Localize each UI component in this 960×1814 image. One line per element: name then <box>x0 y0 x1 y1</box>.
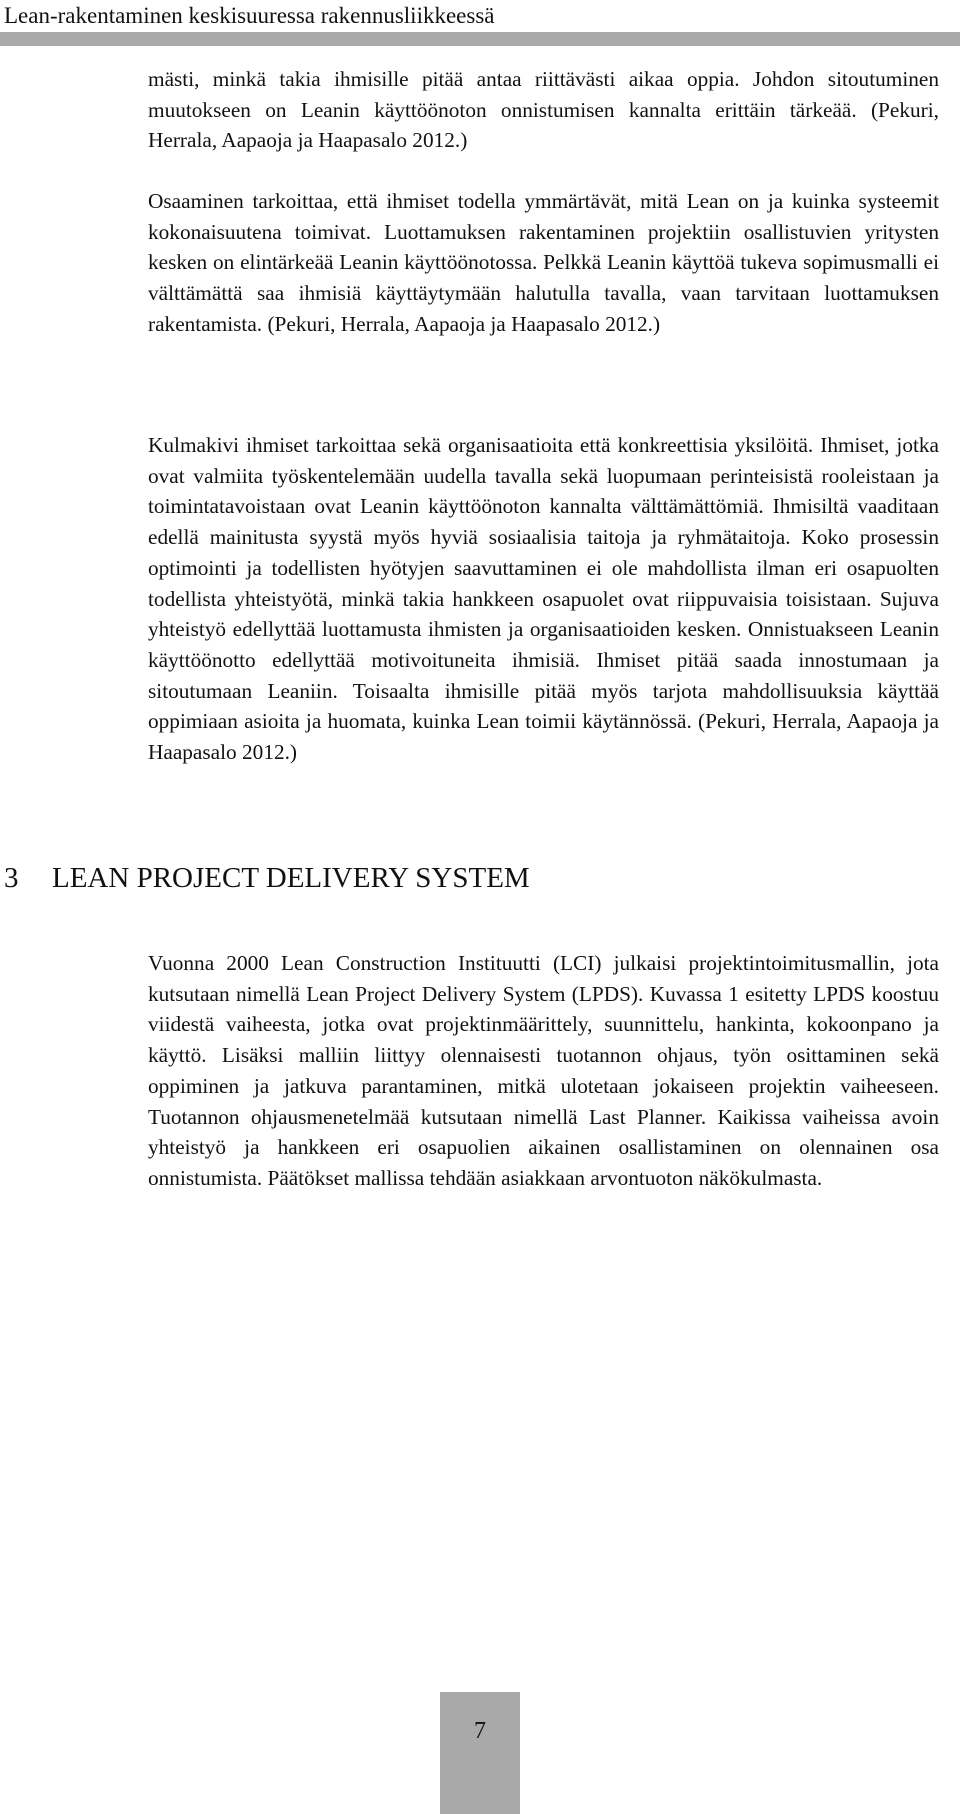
section-heading <box>4 860 934 896</box>
section-title: LEAN PROJECT DELIVERY SYSTEM <box>52 862 530 894</box>
paragraph-lpds: Vuonna 2000 Lean Construction Instituutti (LCI) julkaisi projektintoimitusmallin, jota kutsutaan nimellä Lean Project Delivery System (LPDS). Kuvassa 1 esitetty LPDS koostuu viidestä vaiheesta, jotka ovat projektinmäärittely, suunnittelu, hankinta, kokoonpano ja käyttö. Lisäksi malliin liittyy olennaisesti tuotannon ohjaus, työn osittaminen sekä oppiminen ja jatkuva parantaminen, mitkä ulotetaan jokaiseen projektin vaiheeseen. Tuotannon ohjausmenetelmää kutsutaan nimellä Last Planner. Kaikissa vaiheissa avoin yhteistyö ja hankkeen eri osapuolien aikainen osallistaminen on olennainen osa onnistumista. Päätökset mallissa tehdään asiakkaan arvontuoton näkökulmasta. <box>148 951 939 1190</box>
paragraph-competence: Osaaminen tarkoittaa, että ihmiset todella ymmärtävät, mitä Lean on ja kuinka systeemit kokonaisuutena toimivat. Luottamuksen rakentaminen projektiin osallistuvien yritysten kesken on elintärkeää Leanin käyttöönotossa. Pelkkä Leanin käyttöä tukeva sopimusmalli ei välttämättä saa ihmisiä käyttäytymään halutulla tavalla, vaan tarvitaan luottamuksen rakentamista. (Pekuri, Herrala, Aapaoja ja Haapasalo 2012.) <box>148 189 939 336</box>
page-number-box <box>440 1692 520 1814</box>
header-rule <box>0 32 960 46</box>
section-number: 3 <box>4 862 19 894</box>
running-header <box>0 0 960 46</box>
paragraph-commitment: mästi, minkä takia ihmisille pitää antaa riittävästi aikaa oppia. Johdon sitoutuminen muutokseen on Leanin käyttöönoton onnistumisen kannalta erittäin tärkeää. (Pekuri, Herrala, Aapaoja ja Haapasalo 2012.) <box>148 67 939 153</box>
page-number: 7 <box>474 1718 486 1744</box>
paragraph-people: Kulmakivi ihmiset tarkoittaa sekä organisaatioita että konkreettisia yksilöitä. Ihmiset, jotka ovat valmiita työskentelemään uudella tavalla sekä luopumaan perinteisistä rooleistaan ja toimintatavoistaan ovat Leanin käyttöönoton kannalta välttämättömiä. Ihmisiltä vaaditaan edellä mainitusta syystä myös hyviä sosiaalisia taitoja ja ryhmätaitoja. Koko prosessin optimointi ja todellisten hyötyjen saavuttaminen ei ole mahdollista ilman eri osapuolten todellista yhteistyötä, minkä takia hankkeen osapuolet ovat riippuvaisia toisistaan. Sujuva yhteistyö edellyttää luottamusta ihmisten ja organisaatioiden kesken. Onnistuakseen Leanin käyttöönotto edellyttää motivoituneita ihmisiä. Ihmiset pitää saada innostumaan ja sitoutumaan Leaniin. Toisaalta ihmisille pitää myös tarjota mahdollisuuksia käyttää oppimiaan asioita ja huomata, kuinka Lean toimii käytännössä. (Pekuri, Herrala, Aapaoja ja Haapasalo 2012.) <box>148 433 939 765</box>
running-header-title: Lean-rakentaminen keskisuuressa rakennusliikkeessä <box>4 3 495 28</box>
